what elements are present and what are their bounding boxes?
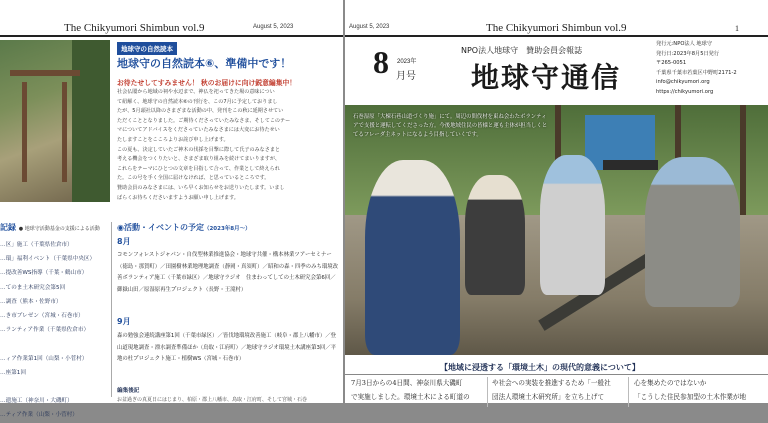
publisher-line: 発行元:NPO法人 地球守 xyxy=(656,41,712,47)
photo-excavator-track xyxy=(603,160,658,170)
header-rule xyxy=(0,35,343,37)
torii-beam xyxy=(10,70,80,76)
nature-book-subtitle: お待たせしてすみません！ 秋のお届けに向け鋭意編集中！ xyxy=(117,79,297,87)
month-september: 9月 xyxy=(117,317,131,326)
column-divider xyxy=(487,377,488,407)
list-item: …き市ブレゼン（宮城・石巻市） xyxy=(0,313,84,320)
body-line: たが、5月頭社以降のさまざまな活動の中、発刊をこの秋に延期させてい xyxy=(117,108,284,115)
publisher-info xyxy=(656,40,737,98)
records-title: 記録 xyxy=(0,223,16,232)
main-photo xyxy=(345,105,768,355)
photo-tree xyxy=(72,40,110,202)
torii-post-right xyxy=(62,82,67,182)
article-column-3 xyxy=(634,377,768,404)
body-line: た。この号を手く全国に届けなければ、と思っているところです。 xyxy=(117,175,270,182)
list-item: …調査（熊本・佐野市） xyxy=(0,298,62,305)
publisher-line: 〒265-0051 xyxy=(656,60,687,67)
list-item xyxy=(0,380,108,394)
left-page xyxy=(0,0,343,419)
records-heading xyxy=(0,222,100,233)
august-activities: コモンフォレストジャパン・自伐型林業推進協会・地球守共催・構本林業ツアーセミナー（徳島・那賀町）／田園樹林業地理地調査（静岡・真須町）／昭和の森・四季のみち環境改善ボランティア施工（千葉市緑区）／地球守ラジオ 住まわってしての土木研究会第6回／御嶽山田／原湿原再生プロジェクト（長野・王滝村） xyxy=(117,252,339,294)
photo-person-1 xyxy=(365,160,460,355)
column-line: 7月3日からの4日間、神奈川県大磯町 xyxy=(351,379,463,387)
torii-post-left xyxy=(22,82,27,182)
article-column-2 xyxy=(492,377,622,404)
editor-note-body: お盆過ぎの真夏日にはじまり、柏原・郡上八幡市、鳥取・江府町、そして宮城・石巻 xyxy=(117,397,308,403)
column-divider xyxy=(111,222,112,397)
body-line: たしますことをこころよりお詫び申し上げます。 xyxy=(117,136,229,143)
issue-month-number: 8 xyxy=(373,44,389,80)
body-line: この夏も、決定していたご神木の伐採を目撃に際して氏子のみなさまと xyxy=(117,146,281,153)
month-august: 8月 xyxy=(117,237,131,246)
organization-line: NPO法人地球守 贊助会員会報誌 xyxy=(461,46,583,55)
list-item: …てのま土木研究会第5回 xyxy=(0,284,66,291)
records-list xyxy=(0,238,108,423)
activities-title: ◉活動・イベントの予定 xyxy=(117,223,204,232)
column-line: 「こうした住民参加型の土木作業が地 xyxy=(634,392,747,401)
article-column-1 xyxy=(351,377,481,404)
masthead-title: 地球守通信 xyxy=(471,61,622,94)
body-line: これらをテーマにひとつの文章を目指して合って、作業として終えられ xyxy=(117,165,280,172)
header-title: The Chikyumori Shimbun vol.9 xyxy=(64,22,205,34)
shrine-photo xyxy=(0,40,110,202)
photo-person-2 xyxy=(465,175,525,295)
publisher-line: 発行日:2023年8月5日発行 xyxy=(656,50,720,57)
column-line: や社会への実装を推進するため「一般社 xyxy=(492,379,611,387)
body-line: 社会仏閣から地域の祠や水辺まで、神仏を祀ってきた場の意味につい xyxy=(117,89,275,95)
photo-person-3 xyxy=(540,155,605,295)
publisher-email: info@chikyumori.org xyxy=(656,79,710,86)
body-line: ただくこととなりました。ご期待くださっていたみなさま、そしてこのテー xyxy=(117,117,291,124)
list-item: …区」施工（千葉県佐倉市） xyxy=(0,242,73,248)
nature-book-body xyxy=(117,88,337,203)
list-item: …ティア作業（山梨・小菅村） xyxy=(0,412,78,419)
list-item: …環」福利イベント（千葉県中央区） xyxy=(0,256,96,263)
activities-heading xyxy=(117,222,251,233)
body-line: ばらくお待ちくださいますようお願い申し上げます。 xyxy=(117,194,239,201)
activities-note: （2023年8月〜） xyxy=(203,226,251,232)
body-line: マについてアドバイスをくださっていたみなさまには大変にお待たせい xyxy=(117,127,280,134)
column-line: で実施しました。環境土木による町道の xyxy=(351,392,470,401)
headline-rule xyxy=(345,374,768,375)
body-line: て紐解く、地球守の自然読本⑥の刊行を、この7月に予定しておりまし xyxy=(117,98,278,105)
column-line: 団法人環境土木研究所」を立ち上げて xyxy=(492,392,605,401)
photo-tree xyxy=(740,105,746,225)
nature-book-title: 地球守の自然読本⑥、準備中です！ xyxy=(117,57,292,70)
header-date: August 5, 2023 xyxy=(349,24,390,30)
page-number: 1 xyxy=(735,24,739,33)
issue-year: 2023年 xyxy=(397,59,417,65)
photo-caption: 石巻湿原「大棟石巷山道づくり施」にて。周辺の間伐材を東ね会わたボランティアで支援と運転してくださった方。今後地域住民の皆様と運も主体が担当しくとてるフレーダ主ネットになるよう目指していくです。 xyxy=(353,114,548,138)
column-divider xyxy=(628,377,629,407)
records-note: ● 地球守活動基金の支援による活動 xyxy=(18,226,100,232)
list-item: …提改善WS指導（千葉・鶴山市） xyxy=(0,270,88,277)
list-item: …座第1回 xyxy=(0,369,26,376)
nature-book-badge: 地球守の自然読本 xyxy=(117,42,177,55)
column-line: 心を集めたのではないか xyxy=(634,379,707,387)
body-line: 考える機会をつくりたいと、さまざま取り組みを続けてまいりますが、 xyxy=(117,156,281,163)
list-item xyxy=(0,337,108,351)
right-page xyxy=(345,0,768,403)
list-item: …ィア作業第1回（山梨・小菅村） xyxy=(0,355,88,362)
header-rule xyxy=(345,35,768,37)
article-headline: 【地域に浸透する「環境土木」の現代的意義について】 xyxy=(440,363,640,372)
editor-note-heading: 編集後記 xyxy=(117,388,140,394)
photo-person-4 xyxy=(645,157,740,307)
issue-month-label: 月号 xyxy=(396,71,416,82)
body-line: 贊助会員のみなさまには、いち早くお知らせをお送りいたします。いまし xyxy=(117,184,285,191)
list-item: …ランティア作業（千葉県佐倉市） xyxy=(0,327,90,334)
header-date: August 5, 2023 xyxy=(253,24,294,30)
header-title: The Chikyumori Shimbun vol.9 xyxy=(486,22,627,34)
publisher-line: 千葉県千葉市若葉区中野町2171-2 xyxy=(656,69,737,76)
list-item: …遺施工（神奈川・大磯町） xyxy=(0,398,73,405)
publisher-url: https://chikyumori.org xyxy=(656,88,714,95)
september-activities: 森の勉強会連続講座第1回（千葉市緑区）／皆伐地環境改善施工（岐阜・郡上八幡市）／登山道現地調査・漂水調査準備ほか（鳥取・江府町）／地球守ラジオ環境土木講座第3回／平地の杜プロジェクト施工・植樹WS（宮城・石巻市） xyxy=(117,333,337,363)
